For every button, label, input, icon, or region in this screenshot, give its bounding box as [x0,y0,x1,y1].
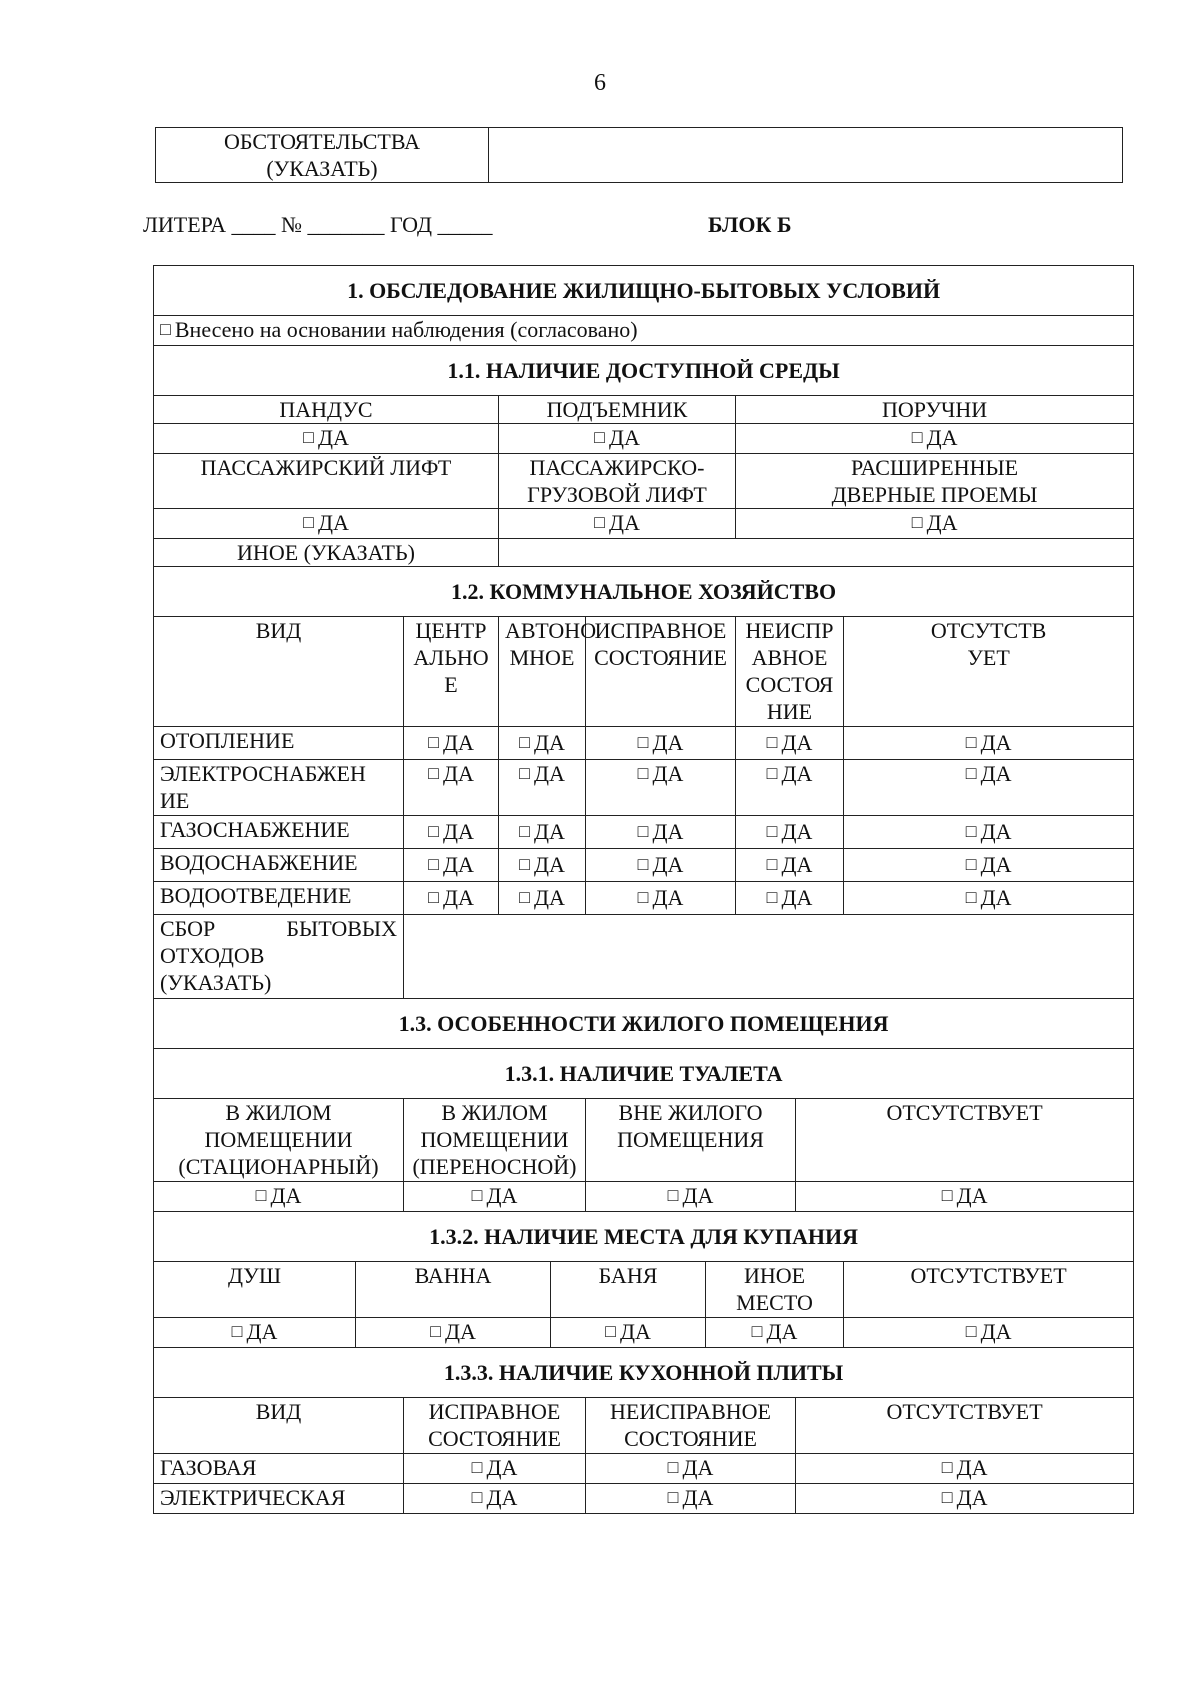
faulty-checkbox[interactable]: □ ДА [736,727,844,760]
stove-faulty-header: НЕИСПРАВНОЕ СОСТОЯНИЕ [586,1398,796,1454]
faulty-checkbox[interactable]: □ ДА [736,882,844,915]
absent-checkbox[interactable]: □ ДА [844,727,1134,760]
checkbox-icon[interactable]: □ [637,731,649,752]
absent-checkbox[interactable]: □ ДА [844,849,1134,882]
faulty-checkbox[interactable]: □ ДА [736,760,844,816]
toilet-outside-header: ВНЕ ЖИЛОГО ПОМЕЩЕНИЯ [586,1099,796,1182]
checkbox-icon[interactable]: □ [637,886,649,907]
central-checkbox[interactable]: □ ДА [404,760,499,816]
working-header: ИСПРАВНОЕ СОСТОЯНИЕ [586,617,736,727]
toilet-stationary-checkbox[interactable]: □ ДА [154,1182,404,1212]
wide-doorways-label: РАСШИРЕННЫЕ ДВЕРНЫЕ ПРОЕМЫ [736,454,1134,509]
wide-doorways-checkbox[interactable]: □ ДА [736,509,1134,539]
section-1-3-2-title: 1.3.2. НАЛИЧИЕ МЕСТА ДЛЯ КУПАНИЯ [154,1212,1134,1262]
stove-absent-header: ОТСУТСТВУЕТ [796,1398,1134,1454]
central-header: ЦЕНТР АЛЬНО Е [404,617,499,727]
checkbox-icon[interactable]: □ [471,1487,483,1507]
stove-type-name: ЭЛЕКТРИЧЕСКАЯ [154,1484,404,1514]
checkbox-icon[interactable]: □ [911,512,923,532]
checkbox-icon[interactable]: □ [667,1185,679,1205]
autonomous-checkbox[interactable]: □ ДА [499,816,586,849]
checkbox-icon[interactable]: □ [637,853,649,874]
checkbox-icon[interactable]: □ [965,820,977,841]
checkbox-icon[interactable]: □ [766,886,778,907]
checkbox-icon[interactable]: □ [471,1457,483,1477]
handrails-checkbox[interactable]: □ ДА [736,424,1134,454]
freight-lift-label: ПАССАЖИРСКО- ГРУЗОВОЙ ЛИФТ [499,454,736,509]
utility-row-heating [154,727,1134,760]
lift-platform-checkbox[interactable]: □ ДА [499,424,736,454]
other-accessibility-label: ИНОЕ (УКАЗАТЬ) [154,539,499,567]
checkbox-icon[interactable]: □ [519,763,530,783]
litera-fields[interactable]: ЛИТЕРА ____ № _______ ГОД _____ [143,212,493,237]
utility-name: ЭЛЕКТРОСНАБЖЕН ИЕ [154,760,404,816]
bathing-absent-header: ОТСУТСТВУЕТ [844,1262,1134,1318]
checkbox-icon[interactable]: □ [303,512,314,532]
stove-type-name: ГАЗОВАЯ [154,1454,404,1484]
absent-checkbox[interactable]: □ ДА [844,882,1134,915]
central-checkbox[interactable]: □ ДА [404,727,499,760]
checkbox-icon[interactable]: □ [911,427,923,447]
working-checkbox[interactable]: □ ДА [586,760,736,816]
checkbox-icon[interactable]: □ [160,319,171,339]
section-1-3-title: 1.3. ОСОБЕННОСТИ ЖИЛОГО ПОМЕЩЕНИЯ [154,999,1134,1049]
checkbox-icon[interactable]: □ [430,1321,441,1341]
autonomous-header: АВТОНО МНОЕ [499,617,586,727]
checkbox-icon[interactable]: □ [667,1487,679,1507]
utility-name: ОТОПЛЕНИЕ [154,727,404,760]
passenger-lift-label: ПАССАЖИРСКИЙ ЛИФТ [154,454,499,509]
utility-row-water [154,849,1134,882]
stove-faulty-checkbox[interactable]: □ ДА [586,1484,796,1514]
utility-row-gas [154,816,1134,849]
working-checkbox[interactable]: □ ДА [586,849,736,882]
checkbox-icon[interactable]: □ [766,763,778,783]
toilet-absent-header: ОТСУТСТВУЕТ [796,1099,1134,1182]
checkbox-icon[interactable]: □ [667,1457,679,1477]
absent-checkbox[interactable]: □ ДА [844,816,1134,849]
utility-row-electricity [154,760,1134,816]
toilet-stationary-header: В ЖИЛОМ ПОМЕЩЕНИИ (СТАЦИОНАРНЫЙ) [154,1099,404,1182]
stove-working-checkbox[interactable]: □ ДА [404,1454,586,1484]
bath-checkbox[interactable]: □ ДА [356,1318,551,1348]
stove-row-electric [154,1484,1134,1514]
bath-header: ВАННА [356,1262,551,1318]
faulty-checkbox[interactable]: □ ДА [736,849,844,882]
circumstances-table [155,127,1123,183]
absent-checkbox[interactable]: □ ДА [844,760,1134,816]
working-checkbox[interactable]: □ ДА [586,882,736,915]
checkbox-icon[interactable]: □ [428,731,439,752]
checkbox-icon[interactable]: □ [751,1321,763,1341]
page-number: 6 [594,70,606,96]
checkbox-icon[interactable]: □ [941,1487,953,1507]
toilet-portable-checkbox[interactable]: □ ДА [404,1182,586,1212]
working-checkbox[interactable]: □ ДА [586,727,736,760]
stove-faulty-checkbox[interactable]: □ ДА [586,1454,796,1484]
stove-type-header: ВИД [154,1398,404,1454]
utility-row-drainage [154,882,1134,915]
working-checkbox[interactable]: □ ДА [586,816,736,849]
checkbox-icon[interactable]: □ [519,820,530,841]
central-checkbox[interactable]: □ ДА [404,816,499,849]
autonomous-checkbox[interactable]: □ ДА [499,760,586,816]
checkbox-icon[interactable]: □ [519,731,530,752]
waste-label: СБОР БЫТОВЫХ ОТХОДОВ (УКАЗАТЬ) [154,915,404,999]
checkbox-icon[interactable]: □ [255,1185,267,1205]
checkbox-icon[interactable]: □ [519,886,530,907]
checkbox-icon[interactable]: □ [428,763,439,783]
section-1-1-title: 1.1. НАЛИЧИЕ ДОСТУПНОЙ СРЕДЫ [154,346,1134,396]
checkbox-icon[interactable]: □ [965,886,977,907]
ramp-label: ПАНДУС [154,396,499,424]
checkbox-icon[interactable]: □ [965,853,977,874]
checkbox-icon[interactable]: □ [965,1321,977,1341]
checkbox-icon[interactable]: □ [766,731,778,752]
passenger-lift-checkbox[interactable]: □ ДА [154,509,499,539]
checkbox-icon[interactable]: □ [766,820,778,841]
toilet-portable-header: В ЖИЛОМ ПОМЕЩЕНИИ (ПЕРЕНОСНОЙ) [404,1099,586,1182]
circumstances-label: ОБСТОЯТЕЛЬСТВА (УКАЗАТЬ) [156,128,489,183]
section-1-2-title: 1.2. КОММУНАЛЬНОЕ ХОЗЯЙСТВО [154,567,1134,617]
autonomous-checkbox[interactable]: □ ДА [499,882,586,915]
checkbox-icon[interactable]: □ [471,1185,483,1205]
checkbox-icon[interactable]: □ [594,512,605,532]
checkbox-icon[interactable]: □ [428,820,439,841]
freight-lift-checkbox[interactable]: □ ДА [499,509,736,539]
bathhouse-header: БАНЯ [551,1262,706,1318]
checkbox-icon[interactable]: □ [231,1321,243,1341]
circumstances-field[interactable] [489,128,1123,183]
checkbox-icon[interactable]: □ [428,886,439,907]
other-accessibility-field[interactable] [499,539,1134,567]
checkbox-icon[interactable]: □ [766,853,778,874]
bathing-absent-checkbox[interactable]: □ ДА [844,1318,1134,1348]
utility-name: ВОДОСНАБЖЕНИЕ [154,849,404,882]
toilet-absent-checkbox[interactable]: □ ДА [796,1182,1134,1212]
checkbox-icon[interactable]: □ [303,427,314,447]
autonomous-checkbox[interactable]: □ ДА [499,727,586,760]
shower-checkbox[interactable]: □ ДА [154,1318,356,1348]
checkbox-icon[interactable]: □ [965,731,977,752]
autonomous-checkbox[interactable]: □ ДА [499,849,586,882]
faulty-header: НЕИСПР АВНОЕ СОСТОЯ НИЕ [736,617,844,727]
checkbox-icon[interactable]: □ [637,820,649,841]
checkbox-icon[interactable]: □ [965,763,977,783]
ramp-checkbox[interactable]: □ ДА [154,424,499,454]
stove-absent-checkbox[interactable]: □ ДА [796,1454,1134,1484]
shower-header: ДУШ [154,1262,356,1318]
bathhouse-checkbox[interactable]: □ ДА [551,1318,706,1348]
stove-row-gas [154,1454,1134,1484]
section-1-title: 1. ОБСЛЕДОВАНИЕ ЖИЛИЩНО-БЫТОВЫХ УСЛОВИЙ [154,266,1134,316]
other-place-checkbox[interactable]: □ ДА [706,1318,844,1348]
absent-header: ОТСУТСТВ УЕТ [844,617,1134,727]
central-checkbox[interactable]: □ ДА [404,882,499,915]
handrails-label: ПОРУЧНИ [736,396,1134,424]
section-1-3-3-title: 1.3.3. НАЛИЧИЕ КУХОННОЙ ПЛИТЫ [154,1348,1134,1398]
checkbox-icon[interactable]: □ [428,853,439,874]
checkbox-icon[interactable]: □ [605,1321,616,1341]
living-conditions-table [153,265,1134,1514]
stove-working-checkbox[interactable]: □ ДА [404,1484,586,1514]
checkbox-icon[interactable]: □ [941,1185,953,1205]
central-checkbox[interactable]: □ ДА [404,849,499,882]
lift-platform-label: ПОДЪЕМНИК [499,396,736,424]
block-label: БЛОК Б [708,212,792,237]
other-place-header: ИНОЕ МЕСТО [706,1262,844,1318]
stove-absent-checkbox[interactable]: □ ДА [796,1484,1134,1514]
utility-name: ГАЗОСНАБЖЕНИЕ [154,816,404,849]
utility-row-waste [154,915,1134,999]
utility-type-header: ВИД [154,617,404,727]
checkbox-icon[interactable]: □ [519,853,530,874]
utility-name: ВОДООТВЕДЕНИЕ [154,882,404,915]
checkbox-icon[interactable]: □ [594,427,605,447]
section-1-3-1-title: 1.3.1. НАЛИЧИЕ ТУАЛЕТА [154,1049,1134,1099]
litera-line [143,212,1143,244]
checkbox-icon[interactable]: □ [941,1457,953,1477]
faulty-checkbox[interactable]: □ ДА [736,816,844,849]
observation-checkbox[interactable]: □ Внесено на основании наблюдения (согласовано) [154,316,1134,346]
toilet-outside-checkbox[interactable]: □ ДА [586,1182,796,1212]
stove-working-header: ИСПРАВНОЕ СОСТОЯНИЕ [404,1398,586,1454]
waste-field[interactable] [404,915,1134,999]
checkbox-icon[interactable]: □ [637,763,649,783]
